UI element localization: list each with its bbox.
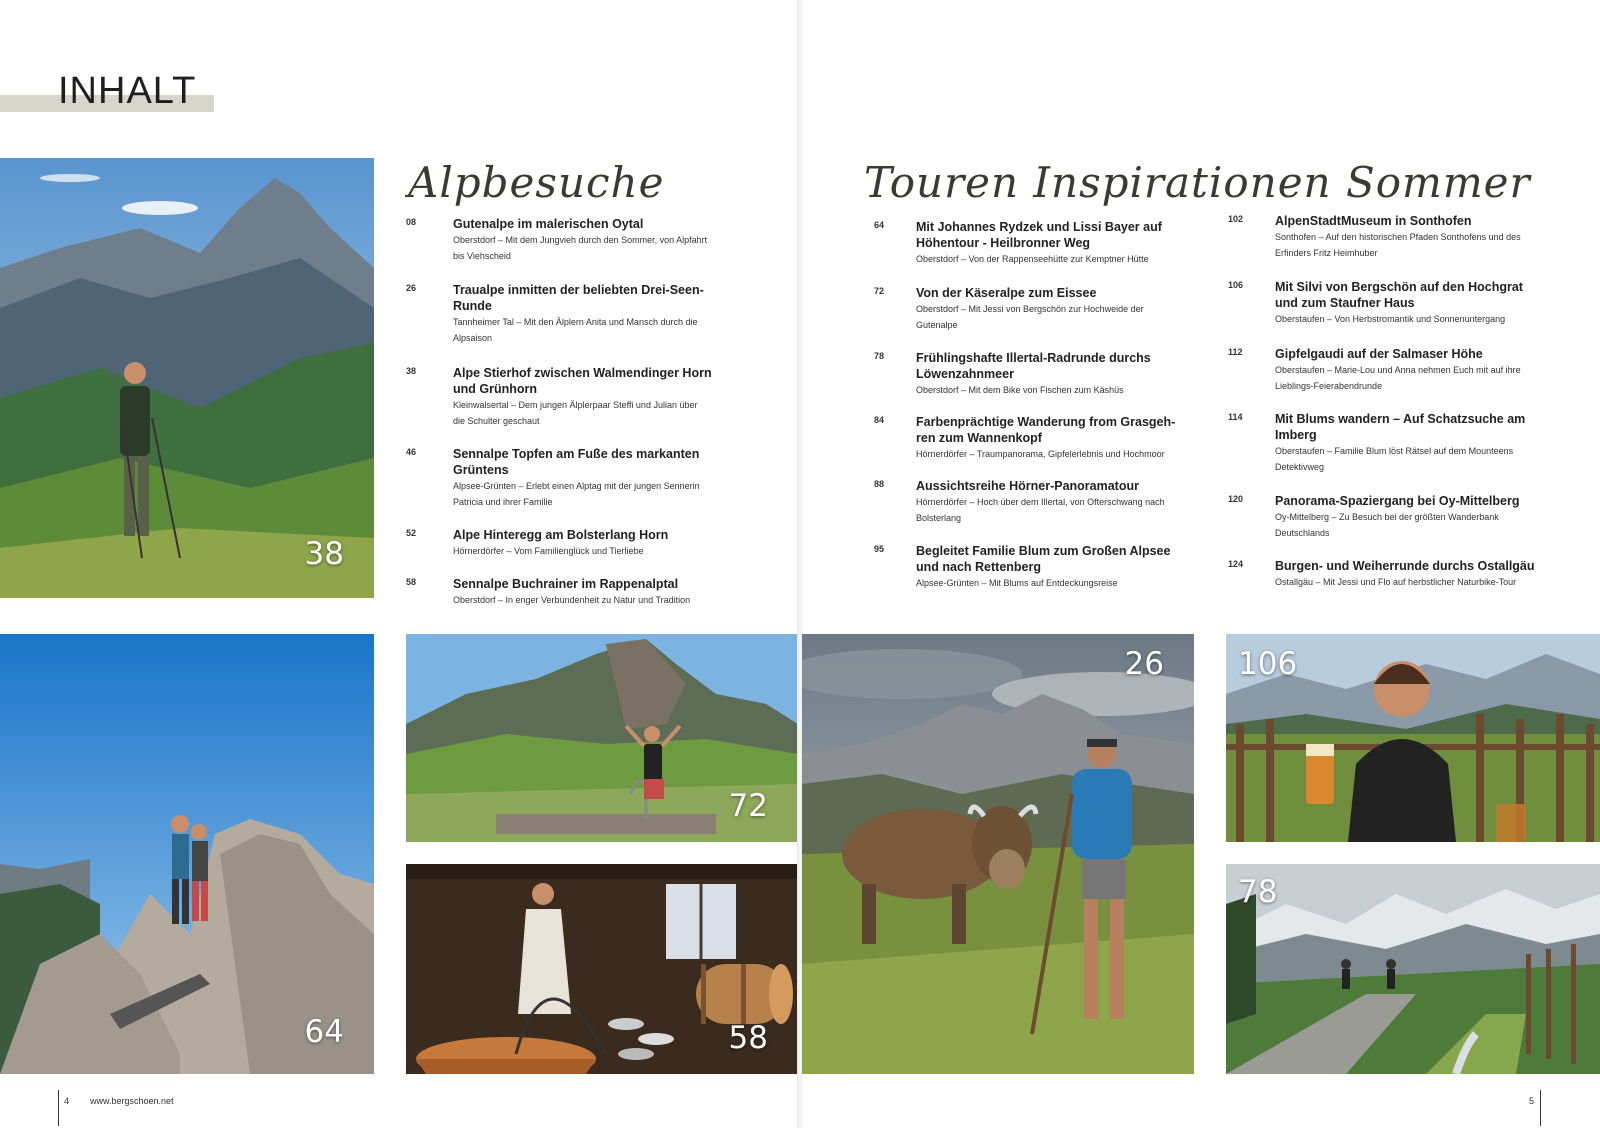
toc-title: Mit Silvi von Bergschön auf den Hochgrat — [1275, 280, 1523, 294]
toc-subtitle: Tannheimer Tal – Mit den Älplern Anita und Mansch durch die — [453, 317, 698, 327]
toc-subtitle: Hörnerdörfer – Vom Familienglück und Tierliebe — [453, 546, 644, 556]
toc-title: AlpenStadtMuseum in Sonthofen — [1275, 214, 1472, 228]
toc-subtitle: Oberstaufen – Familie Blum löst Rätsel auf dem Mounteens — [1275, 446, 1514, 456]
footer-rule — [1540, 1090, 1541, 1126]
toc-subtitle: Kleinwalsertal – Dem jungen Älplerpaar Steffi und Julian über — [453, 400, 698, 410]
toc-subtitle: Oberstaufen – Marie-Lou und Anna nehmen Euch mit auf ihre — [1275, 365, 1521, 375]
toc-page-number: 124 — [1228, 559, 1244, 569]
toc-title: Gutenalpe im malerischen Oytal — [453, 217, 644, 231]
toc-entry[interactable] — [1228, 493, 1568, 543]
toc-subtitle: Oberstdorf – Mit dem Bike von Fischen zum Käshüs — [916, 385, 1124, 395]
toc-entry[interactable] — [1228, 279, 1568, 329]
page-ref-number: 72 — [728, 788, 768, 824]
toc-subtitle: Bolsterlang — [916, 513, 962, 523]
toc-subtitle: Gutenalpe — [916, 320, 958, 330]
toc-subtitle: Deutschlands — [1275, 528, 1330, 538]
toc-page-number: 72 — [874, 286, 885, 296]
toc-entry[interactable] — [1228, 558, 1568, 592]
toc-title: Imberg — [1275, 428, 1317, 442]
toc-entry[interactable] — [874, 478, 1204, 528]
cyclists-valley-image — [1226, 864, 1600, 1074]
toc-entry[interactable] — [874, 219, 1204, 269]
toc-entry[interactable] — [1228, 346, 1568, 396]
toc-page-number: 26 — [406, 283, 417, 293]
toc-title: Mit Johannes Rydzek und Lissi Bayer auf — [916, 220, 1162, 234]
toc-entry[interactable] — [874, 543, 1204, 593]
page-ref-number: 26 — [1124, 646, 1164, 682]
toc-subtitle: Lieblings-Feierabendrunde — [1275, 381, 1383, 391]
toc-title: Von der Käseralpe zum Eissee — [916, 286, 1097, 300]
ridge-couple-image — [0, 634, 374, 1074]
photo-cheese-kitchen — [406, 864, 798, 1074]
photo-woman-beer — [1226, 634, 1600, 842]
toc-title: Grüntens — [453, 463, 509, 477]
toc-title: Alpe Hinteregg am Bolsterlang Horn — [453, 528, 669, 542]
toc-title: Traualpe inmitten der beliebten Drei-Seen- — [453, 283, 704, 297]
photo-cyclists-valley — [1226, 864, 1600, 1074]
photo-ridge-couple — [0, 634, 374, 1074]
toc-subtitle: Ostallgäu – Mit Jessi und Flo auf herbstlicher Naturbike-Tour — [1275, 577, 1517, 587]
toc-subtitle: Hörnerdörfer – Traumpanorama, Gipfelerlebnis und Hochmoor — [916, 449, 1165, 459]
toc-title: Runde — [453, 299, 492, 313]
page-ref-number: 106 — [1238, 646, 1298, 682]
toc-page-number: 106 — [1228, 280, 1244, 290]
section-heading-alpbesuche: Alpbesuche — [408, 158, 665, 207]
toc-title: ren zum Wannenkopf — [916, 431, 1042, 445]
toc-subtitle: die Schulter geschaut — [453, 416, 540, 426]
footer-page-number: 4 — [64, 1096, 70, 1106]
page-ref-number: 64 — [304, 1014, 344, 1050]
footer-website-link[interactable]: www.bergschoen.net — [90, 1096, 174, 1106]
toc-entry[interactable] — [1228, 213, 1568, 263]
toc-title: Gipfelgaudi auf der Salmaser Höhe — [1275, 347, 1483, 361]
toc-title: Begleitet Familie Blum zum Großen Alpsee — [916, 544, 1171, 558]
toc-entry[interactable] — [874, 350, 1204, 400]
page-ref-number: 58 — [728, 1020, 768, 1056]
toc-subtitle: Sonthofen – Auf den historischen Pfaden Sonthofens und des — [1275, 232, 1521, 242]
toc-page-number: 78 — [874, 351, 885, 361]
photo-cow-farmer — [802, 634, 1194, 1074]
toc-subtitle: Alpsee-Grünten – Mit Blums auf Entdeckungsreise — [916, 578, 1118, 588]
toc-entry[interactable] — [406, 365, 736, 431]
toc-title: Farbenprächtige Wanderung from Grasgeh- — [916, 415, 1176, 429]
toc-page-number: 08 — [406, 217, 417, 227]
toc-page-number: 114 — [1228, 412, 1243, 422]
toc-title: Panorama-Spaziergang bei Oy-Mittelberg — [1275, 494, 1520, 508]
page-ref-number: 38 — [304, 536, 344, 572]
toc-title: und zum Staufner Haus — [1275, 296, 1415, 310]
toc-subtitle: Erfinders Fritz Heimhuber — [1275, 248, 1378, 258]
toc-subtitle: Alpsaison — [453, 333, 493, 343]
toc-title: Alpe Stierhof zwischen Walmendinger Horn — [453, 366, 712, 380]
footer-page-number: 5 — [1529, 1096, 1535, 1106]
toc-subtitle: Alpsee-Grünten – Erlebt einen Alptag mit der jungen Sennerin — [453, 481, 700, 491]
toc-page-number: 84 — [874, 415, 885, 425]
toc-title: Aussichtsreihe Hörner-Panoramatour — [916, 479, 1139, 493]
toc-page-number: 112 — [1228, 347, 1243, 357]
toc-subtitle: Oberstaufen – Von Herbstromantik und Sonnenuntergang — [1275, 314, 1506, 324]
toc-subtitle: Oberstdorf – Mit dem Jungvieh durch den Sommer, von Alpfahrt — [453, 235, 708, 245]
toc-page-number: 38 — [406, 366, 417, 376]
toc-subtitle: Hörnerdörfer – Hoch über dem Illertal, von Ofterschwang nach — [916, 497, 1165, 507]
toc-subtitle: Oy-Mittelberg – Zu Besuch bei der größten Wanderbank — [1275, 512, 1499, 522]
left-page — [0, 0, 798, 1128]
toc-subtitle: Oberstdorf – In enger Verbundenheit zu Natur und Tradition — [453, 595, 691, 605]
toc-entry[interactable] — [406, 282, 736, 348]
toc-entry[interactable] — [406, 216, 736, 266]
toc-title: Burgen- und Weiherrunde durchs Ostallgäu — [1275, 559, 1535, 573]
cow-farmer-image — [802, 634, 1194, 1074]
toc-entry[interactable] — [406, 446, 736, 512]
toc-title: und Grünhorn — [453, 382, 538, 396]
photo-hiker-mountain — [0, 158, 374, 598]
hiker-mountain-image — [0, 158, 374, 598]
toc-subtitle: Detektivweg — [1275, 462, 1325, 472]
toc-title: Sennalpe Topfen am Fuße des markanten — [453, 447, 700, 461]
toc-entry[interactable] — [874, 285, 1204, 335]
toc-page-number: 64 — [874, 220, 885, 230]
page-ref-number: 78 — [1238, 874, 1278, 910]
toc-page-number: 52 — [406, 528, 417, 538]
toc-subtitle: Oberstdorf – Von der Rappenseehütte zur Kemptner Hütte — [916, 254, 1149, 264]
page-title: INHALT — [58, 70, 197, 112]
footer-rule — [58, 1090, 59, 1126]
toc-subtitle: Patricia und ihrer Familie — [453, 497, 553, 507]
toc-title: Frühlingshafte Illertal-Radrunde durchs — [916, 351, 1151, 365]
toc-page-number: 95 — [874, 544, 885, 554]
photo-woman-fountain — [406, 634, 798, 842]
toc-title: Sennalpe Buchrainer im Rappenalptal — [453, 577, 679, 591]
toc-title: Mit Blums wandern – Auf Schatzsuche am — [1275, 412, 1526, 426]
toc-page-number: 46 — [406, 447, 417, 457]
toc-subtitle: bis Viehscheid — [453, 251, 511, 261]
toc-entry[interactable] — [874, 414, 1204, 464]
toc-entry[interactable] — [1228, 411, 1568, 477]
toc-page-number: 58 — [406, 577, 417, 587]
toc-page-number: 88 — [874, 479, 885, 489]
toc-title: und nach Rettenberg — [916, 560, 1042, 574]
toc-entry[interactable] — [406, 527, 736, 561]
toc-title: Höhentour - Heilbronner Weg — [916, 236, 1091, 250]
toc-subtitle: Oberstdorf – Mit Jessi von Bergschön zur Hochweide der — [916, 304, 1144, 314]
toc-title: Löwenzahnmeer — [916, 367, 1014, 381]
toc-page-number: 120 — [1228, 494, 1244, 504]
toc-page-number: 102 — [1228, 214, 1244, 224]
section-heading-touren: Touren Inspirationen Sommer — [864, 158, 1531, 207]
toc-entry[interactable] — [406, 576, 736, 610]
right-page — [802, 0, 1600, 1128]
